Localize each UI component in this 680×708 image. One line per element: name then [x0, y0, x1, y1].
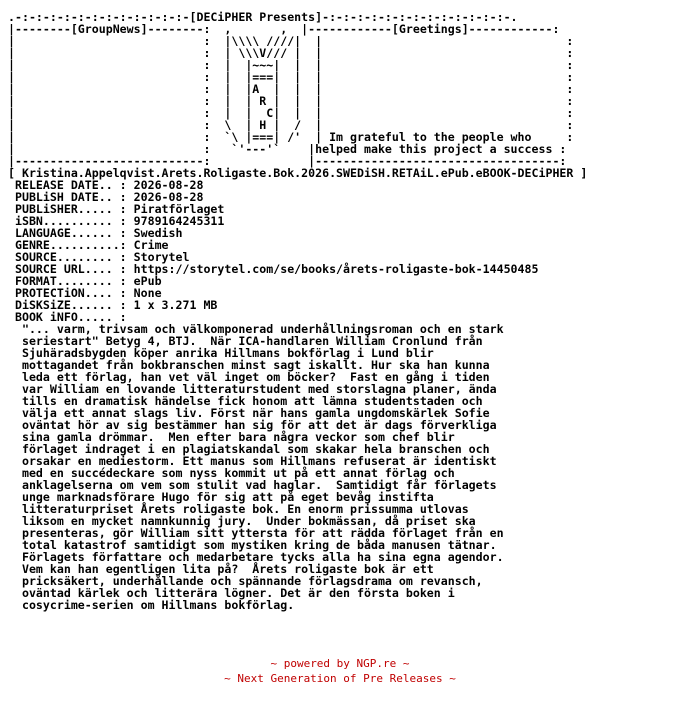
- nfo-text: .-:-:-:-:-:-:-:-:-:-:-:-:-[DECiPHER Presents]-:-:-:-:-:-:-:-:-:-:-:-:-:-. |--------[GroupNews]--------: , , |------------[Greetings]------------: | : |\\\\ ////| | : | : | \\\V/// | | : | : | |~~~| | | : | : | |===| | | : | : | |A | | | : | : | | R | | | : | : | | C| | | : | : \ | H | / | : | : `\ |===| /' | Im grateful to the people who : | : `'---'` |helped make this project a success : |---------------------------: |-----------------------------------: [ Kristina.Appelqvist.Arets.Roligaste.Bok.2026.SWEDiSH.RETAiL.ePub.eBOOK-DECiPHER ] RELEASE DATE.. : 2026-08-28 PUBLiSH DATE.. : 2026-08-28 PUBLiSHER..... : Piratförlaget iSBN.......... : 9789164245311 LANGUAGE...... : Swedish GENRE..........: Crime SOURCE........ : Storytel SOURCE URL.... : https://storytel.com/se/books/årets-roligaste-bok-14450485 FORMAT........ : ePub PROTECTiON.... : None DiSKSiZE...... : 1 x 3.271 MB BOOK iNFO..... : "... varm, trivsam och välkomponerad underhållningsroman och en stark seriestart" Betyg 4, BTJ. När ICA-handlaren William Cronlund från Sjuhäradsbygden köper anrika Hillmans bokförlag i Lund blir mottagandet från bokbranschen minst sagt iskallt. Hur ska han kunna leda ett förlag, han vet väl inget om böcker? Fast en gång i tiden var William en lovande litteraturstudent med storslagna planer, ända tills en dramatisk händelse fick honom att lämna studentstaden och välja ett annat slags liv. Först när hans gamla ungdomskärlek Sofie oväntat hör av sig bestämmer han sig för att det är dags förverkliga sina gamla drömmar. Men efter bara några veckor som chef blir förlaget indraget i en plagiatskandal som skakar hela branschen och orsakar en mediestorm. Ett manus som Hillmans refuserat är identiskt med en succédeckare som nyss kommit ut på ett annat förlag och anklagelserna om vem som stulit vad haglar. Samtidigt får förlagets unge marknadsförare Hugo för sig att på eget bevåg instifta litteraturpriset Årets roligaste bok. En enorm prissumma utlovas liksom en mycket namnkunnig jury. Under bokmässan, då priset ska presenteras, gör William sitt yttersta för att rädda förlaget från en total katastrof samtidigt som mystiken kring de båda manusen tätnar. Förlagets författare och medarbetare tycks alla ha sina egna agendor. Vem kan han egentligen lita på? Årets roligaste bok är ett pricksäkert, underhållande och spännande förlagsdrama om revansch, oväntad kärlek och litterära lögner. Det är den första boken i cosycrime-serien om Hillmans bokförlag.: [8, 10, 588, 612]
- powered-by-footer: ~ powered by NGP.re ~: [270, 657, 410, 670]
- tagline-footer: ~ Next Generation of Pre Releases ~: [224, 672, 456, 685]
